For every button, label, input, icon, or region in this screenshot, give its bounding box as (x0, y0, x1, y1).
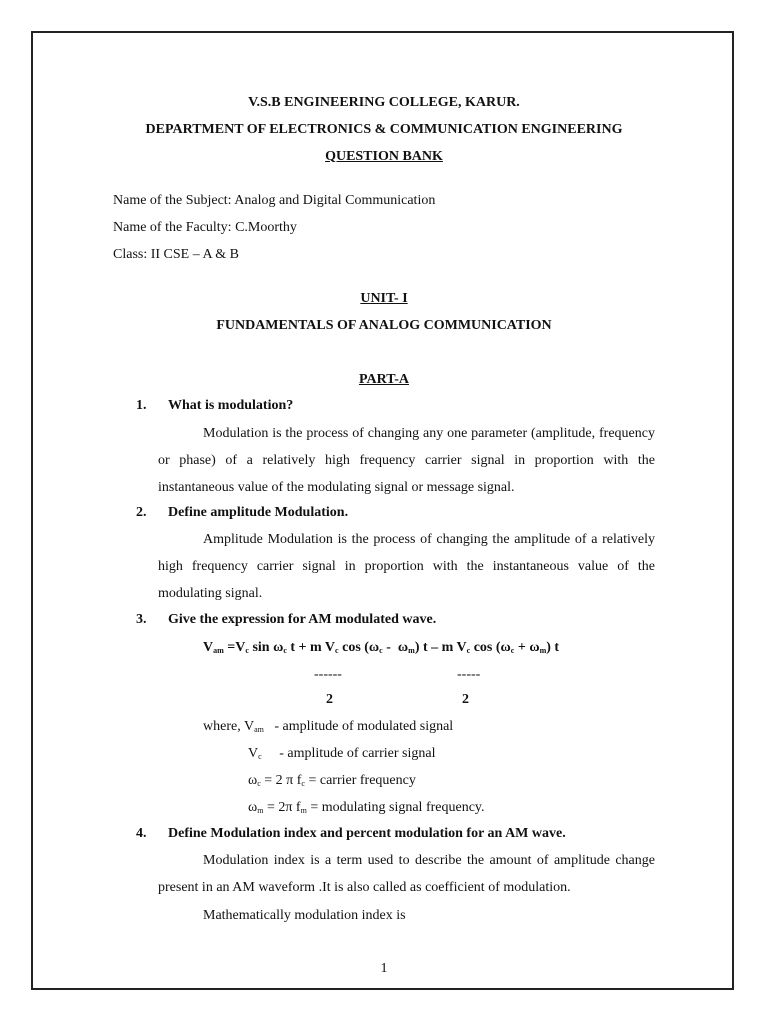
page-number: 1 (380, 961, 388, 976)
fraction-bar-right: ----- (457, 667, 481, 682)
unit-title: FUNDAMENTALS OF ANALOG COMMUNICATION (216, 318, 552, 333)
part-label: PART-A (358, 372, 410, 387)
faculty-line: Name of the Faculty: C.Moorthy (113, 220, 297, 235)
answer-text: Amplitude Modulation is the process of changing the amplitude of a relatively high frequency carrier signal in proportion with the instantaneous value of the modulating signal. (158, 532, 655, 601)
subject-line: Name of the Subject: Analog and Digital Communication (113, 193, 436, 208)
question-number: 1. (136, 398, 147, 413)
question-number: 4. (136, 826, 147, 841)
class-line: Class: II CSE – A & B (113, 247, 240, 262)
college-name: V.S.B ENGINEERING COLLEGE, KARUR. (248, 95, 520, 110)
where-text: - amplitude of modulated signal (274, 719, 454, 734)
answer-paragraph (158, 420, 655, 501)
am-equation: $V_{am} =V_c$ $\sin \omega_c$ t + m $V_c$ $\cos (\omega_c - \omega_m)$ t – m $V_c$ $\cos (\omega_c + \omega_m)$ t (203, 640, 560, 655)
question-number: 2. (136, 505, 147, 520)
question-heading: Give the expression for AM modulated wave. (168, 612, 437, 627)
where-line-vam: where, $V_{am}$ - amplitude of modulated signal (203, 719, 454, 734)
where-line-vc: $V_c$ - amplitude of carrier signal (248, 746, 436, 761)
department-name: DEPARTMENT OF ELECTRONICS & COMMUNICATION ENGINEERING (145, 122, 623, 137)
where-line-wc: $\omega_c = 2$ π $f_c$ = carrier frequency (248, 773, 416, 788)
part-label-wrapper (0, 371, 768, 389)
unit-label: UNIT- I (360, 291, 408, 306)
question-number: 3. (136, 612, 147, 627)
where-text: - amplitude of carrier signal (279, 746, 436, 761)
doc-type-title: QUESTION BANK (325, 149, 443, 164)
denominator-right: 2 (462, 692, 469, 707)
unit-label-wrapper (0, 290, 768, 308)
doc-type-wrapper (0, 148, 768, 166)
where-text: = carrier frequency (308, 773, 416, 788)
answer-paragraph (158, 526, 655, 607)
question-heading: Define Modulation index and percent modulation for an AM wave. (168, 826, 566, 841)
denominator-left: 2 (326, 692, 333, 707)
question-heading: What is modulation? (168, 398, 294, 413)
answer-paragraph (158, 847, 655, 901)
answer-text: Modulation index is a term used to describe the amount of amplitude change present in an AM waveform .It is also called as coefficient of modulation. (158, 853, 655, 895)
answer-text: Modulation is the process of changing any one parameter (amplitude, frequency or phase) of a relatively high frequency carrier signal in proportion with the instantaneous value of the modulating signal or message signal. (158, 426, 655, 495)
fraction-bar-left: ------ (314, 667, 342, 682)
where-text: = modulating signal frequency. (310, 800, 485, 815)
question-heading: Define amplitude Modulation. (168, 505, 349, 520)
where-line-wm: $\omega_m = 2\pi$ $f_m$ = modulating signal frequency. (248, 800, 485, 815)
answer-continuation: Mathematically modulation index is (203, 908, 406, 923)
